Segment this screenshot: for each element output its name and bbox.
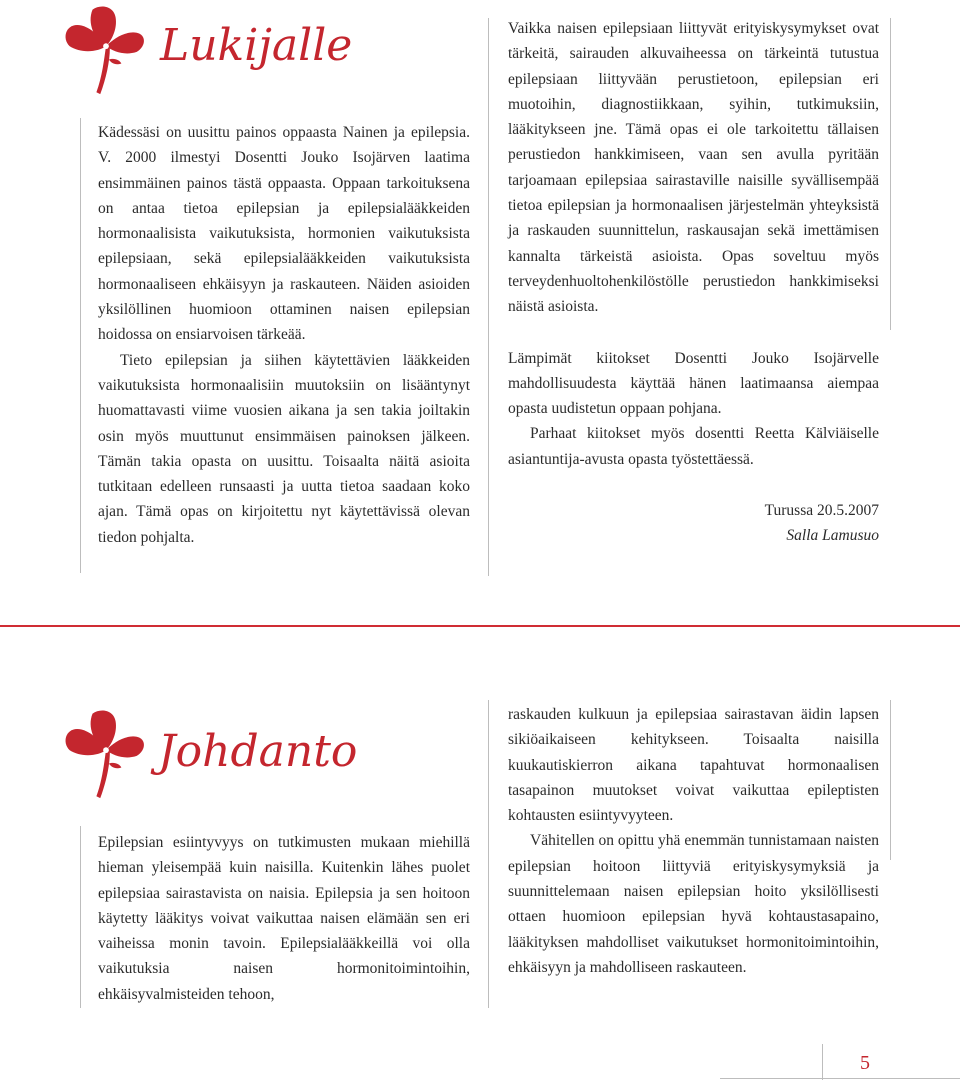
place-date: Turussa 20.5.2007	[764, 502, 879, 520]
column-rule-left	[80, 826, 81, 1008]
paragraph: Tieto epilepsian ja siihen käytettävien lääkkeiden vaikutuksista hormonaalisiin muutoksiin on lisääntynyt huomattavasti viime vuosien aikana ja sen takia joiltakin osin myös muuttunut ensimmäisen painoksen jälkeen. Tämän takia opasta on uusittu. Toisaalta näitä asioita tutkitaan edelleen runsaasti ja uutta tietoa saadaan koko ajan. Tämä opas on kirjoitettu nyt käytettävissä olevan tiedon pohjalta.	[98, 351, 470, 546]
flower-logo-icon	[58, 2, 154, 98]
intro-left-column	[98, 120, 470, 550]
johdanto-right-column	[508, 702, 879, 980]
paragraph: Kädessäsi on uusittu painos oppaasta Nainen ja epilepsia. V. 2000 ilmestyi Dosentti Jouko Isojärven laatima ensimmäinen painos tästä oppaasta. Oppaan tarkoituksena on antaa tietoa epilepsian ja epilepsialääkkeiden hormonaalisista vaikutuksista, hormonien vaikutuksista epilepsiaan, sekä epilepsialääkkeiden vaikutuksista hormonaaliseen ehkäisyyn ja raskauteen. Näiden asioiden yksilöllinen huomioon ottaminen naisen epilepsian hoidossa on ensiarvoisen tärkeää.	[98, 124, 470, 344]
johdanto-left-column	[98, 830, 470, 1007]
column-rule-right	[890, 18, 891, 330]
column-rule-right	[890, 700, 891, 860]
intro-right-column	[508, 16, 879, 549]
paragraph: Parhaat kiitokset myös dosentti Reetta Kälviäiselle asiantuntija-avusta opasta työstettäessä.	[508, 425, 879, 468]
page-number-underline	[720, 1078, 960, 1079]
signature: Salla Lamusuo	[786, 527, 879, 545]
paragraph: Vaikka naisen epilepsiaan liittyvät erityiskysymykset ovat tärkeitä, sairauden alkuvaiheessa on tärkeintä tutustua epilepsiaan liittyvään perustietoon, epilepsian eri muotoihin, diagnostiikkaan, syihin, tutkimuksiin, lääkitykseen jne. Tämä opas ei ole tarkoitettu tällaisen perustiedon hankkimiseen, vaan sen avulla pyritään tarjoamaan epilepsiaa sairastaville naisille syvällisempää tietoa epilepsian ja hormonaalisen järjestelmän yhteyksistä ja raskauden suunnittelun, raskausajan sekä imettämisen kannalta tärkeistä asioista. Opas soveltuu myös terveydenhuoltohenkilöstölle perustiedon hankkimiseksi näistä asioista.	[508, 20, 879, 316]
paragraph: Vähitellen on opittu yhä enemmän tunnistamaan naisten epilepsian hoitoon liittyviä erityiskysymyksiä ja suunnittelemaan naisen epilepsian hoito yksilöllisesti ottaen huomioon epilepsian hyvä kohtaustasapaino, lääkityksen mahdolliset vaikutukset hormonitoimintoihin, ehkäisyyn ja mahdolliseen raskauteen.	[508, 832, 879, 976]
page-number: 5	[860, 1052, 870, 1074]
paragraph: Epilepsian esiintyvyys on tutkimusten mukaan miehillä hieman yleisempää kuin naisilla. Kuitenkin lähes puolet epilepsiaa sairastavista on naisia. Epilepsia ja sen hoitoon käytetty lääkitys voivat vaikuttaa naisen elämään sen eri vaiheissa monin tavoin. Epilepsialääkkeillä voi olla vaikutuksia naisen hormonitoimintoihin, ehkäisyvalmisteiden tehoon,	[98, 834, 470, 1003]
section-divider	[0, 625, 960, 627]
page-number-rule	[822, 1044, 823, 1080]
flower-logo-icon	[58, 706, 154, 802]
section-heading-lukijalle: Lukijalle	[160, 20, 353, 71]
paragraph: raskauden kulkuun ja epilepsiaa sairastavan äidin lapsen sikiöaikaiseen kehitykseen. Toisaalta naisilla kuukautiskierron aikana tapahtuvat hormonaalisen tasapainon muutokset voivat vaikuttaa epileptisten kohtausten esiintyvyyteen.	[508, 706, 879, 825]
paragraph: Lämpimät kiitokset Dosentti Jouko Isojärvelle mahdollisuudesta käyttää hänen laatimaansa aiempaa opasta uudistetun oppaan pohjana.	[508, 349, 879, 418]
column-rule-middle	[488, 700, 489, 1008]
column-rule-middle	[488, 18, 489, 576]
column-rule-left	[80, 118, 81, 573]
section-heading-johdanto: Johdanto	[158, 726, 358, 777]
